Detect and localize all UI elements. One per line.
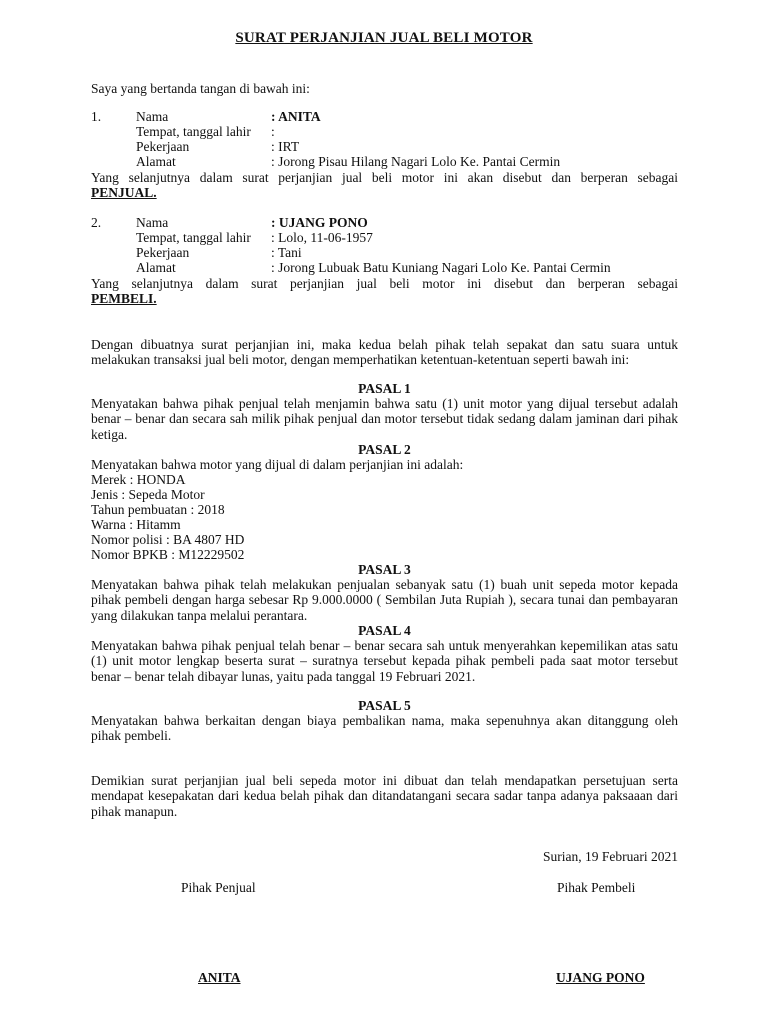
party-1-label-address: Alamat bbox=[136, 154, 176, 169]
party-1-label-name: Nama bbox=[136, 109, 169, 124]
vehicle-year: Tahun pembuatan : 2018 bbox=[91, 502, 225, 517]
party-2-value-name: : UJANG PONO bbox=[271, 215, 368, 230]
pasal-4-heading: PASAL 4 bbox=[358, 623, 411, 638]
vehicle-type: Jenis : Sepeda Motor bbox=[91, 487, 205, 502]
preamble-paragraph: Dengan dibuatnya surat perjanjian ini, maka kedua belah pihak telah sepakat dan satu suara untuk melakukan transaksi jual beli motor, dengan memperhatikan ketentuan-ketentuan seperti bawah ini: bbox=[91, 337, 678, 368]
closing-paragraph: Demikian surat perjanjian jual beli sepeda motor ini dibuat dan telah mendapatkan persetujuan serta mendapat kesepakatan dari kedua belah pihak dan ditandatangani secara sadar tanpa adanya paksaaan dari pihak manapun. bbox=[91, 773, 678, 819]
party-2-role: PEMBELI. bbox=[91, 291, 157, 306]
party-2-role-sentence: Yang selanjutnya dalam surat perjanjian jual beli motor ini disebut dan berperan sebagai bbox=[91, 276, 678, 291]
document-title: SURAT PERJANJIAN JUAL BELI MOTOR bbox=[235, 30, 533, 46]
buyer-signature-name: UJANG PONO bbox=[556, 970, 645, 985]
seller-label: Pihak Penjual bbox=[181, 880, 256, 895]
pasal-2-heading: PASAL 2 bbox=[358, 442, 411, 457]
party-2-label-birth: Tempat, tanggal lahir bbox=[136, 230, 251, 245]
party-2-value-birth: : Lolo, 11-06-1957 bbox=[271, 230, 373, 245]
party-1-value-job: : IRT bbox=[271, 139, 300, 154]
pasal-3-text: Menyatakan bahwa pihak telah melakukan penjualan sebanyak satu (1) buah unit sepeda motor kepada pihak pembeli dengan harga sebesar Rp 9.000.0000 ( Sembilan Juta Rupiah ), secara tunai dan pembayaran yang dilakukan tanpa melalui perantara. bbox=[91, 577, 678, 623]
pasal-4-text: Menyatakan bahwa pihak penjual telah benar – benar secara sah untuk menyerahkan kepemilikan atas satu (1) unit motor lengkap beserta surat – suratnya tersebut kepada pihak pembeli pada saat motor tersebut benar – benar telah dibayar lunas, yaitu pada tanggal 19 Februari 2021. bbox=[91, 638, 678, 684]
intro-text: Saya yang bertanda tangan di bawah ini: bbox=[91, 81, 310, 96]
pasal-1-text: Menyatakan bahwa pihak penjual telah menjamin bahwa satu (1) unit motor yang dijual tersebut adalah benar – benar dan secara sah milik pihak penjual dan motor tersebut tidak sedang dalam jaminan dari pihak ketiga. bbox=[91, 396, 678, 442]
party-2-label-address: Alamat bbox=[136, 260, 176, 275]
party-2-label-job: Pekerjaan bbox=[136, 245, 190, 260]
pasal-5-text: Menyatakan bahwa berkaitan dengan biaya pembalikan nama, maka sepenuhnya akan ditanggung oleh pihak pembeli. bbox=[91, 713, 678, 744]
buyer-label: Pihak Pembeli bbox=[557, 880, 636, 895]
seller-signature-name: ANITA bbox=[198, 970, 241, 985]
party-1-value-address: : Jorong Pisau Hilang Nagari Lolo Ke. Pantai Cermin bbox=[271, 154, 561, 169]
party-1-value-name: : ANITA bbox=[271, 109, 321, 124]
vehicle-color: Warna : Hitamm bbox=[91, 517, 181, 532]
place-date: Surian, 19 Februari 2021 bbox=[543, 849, 678, 864]
vehicle-plate: Nomor polisi : BA 4807 HD bbox=[91, 532, 245, 547]
party-1-value-birth: : bbox=[271, 124, 275, 139]
party-1-role: PENJUAL. bbox=[91, 185, 157, 200]
pasal-5-heading: PASAL 5 bbox=[358, 698, 411, 713]
pasal-2-text: Menyatakan bahwa motor yang dijual di dalam perjanjian ini adalah: bbox=[91, 457, 464, 472]
party-1-label-job: Pekerjaan bbox=[136, 139, 190, 154]
party-2-value-job: : Tani bbox=[271, 245, 302, 260]
party-2-label-name: Nama bbox=[136, 215, 169, 230]
party-1-number: 1. bbox=[91, 109, 102, 124]
party-2-number: 2. bbox=[91, 215, 102, 230]
pasal-1-heading: PASAL 1 bbox=[358, 381, 411, 396]
vehicle-bpkb: Nomor BPKB : M12229502 bbox=[91, 547, 245, 562]
vehicle-brand: Merek : HONDA bbox=[91, 472, 186, 487]
pasal-3-heading: PASAL 3 bbox=[358, 562, 411, 577]
party-1-label-birth: Tempat, tanggal lahir bbox=[136, 124, 251, 139]
party-2-value-address: : Jorong Lubuak Batu Kuniang Nagari Lolo Ke. Pantai Cermin bbox=[271, 260, 611, 275]
party-1-role-sentence: Yang selanjutnya dalam surat perjanjian jual beli motor ini akan disebut dan berperan sebagai bbox=[91, 170, 678, 185]
